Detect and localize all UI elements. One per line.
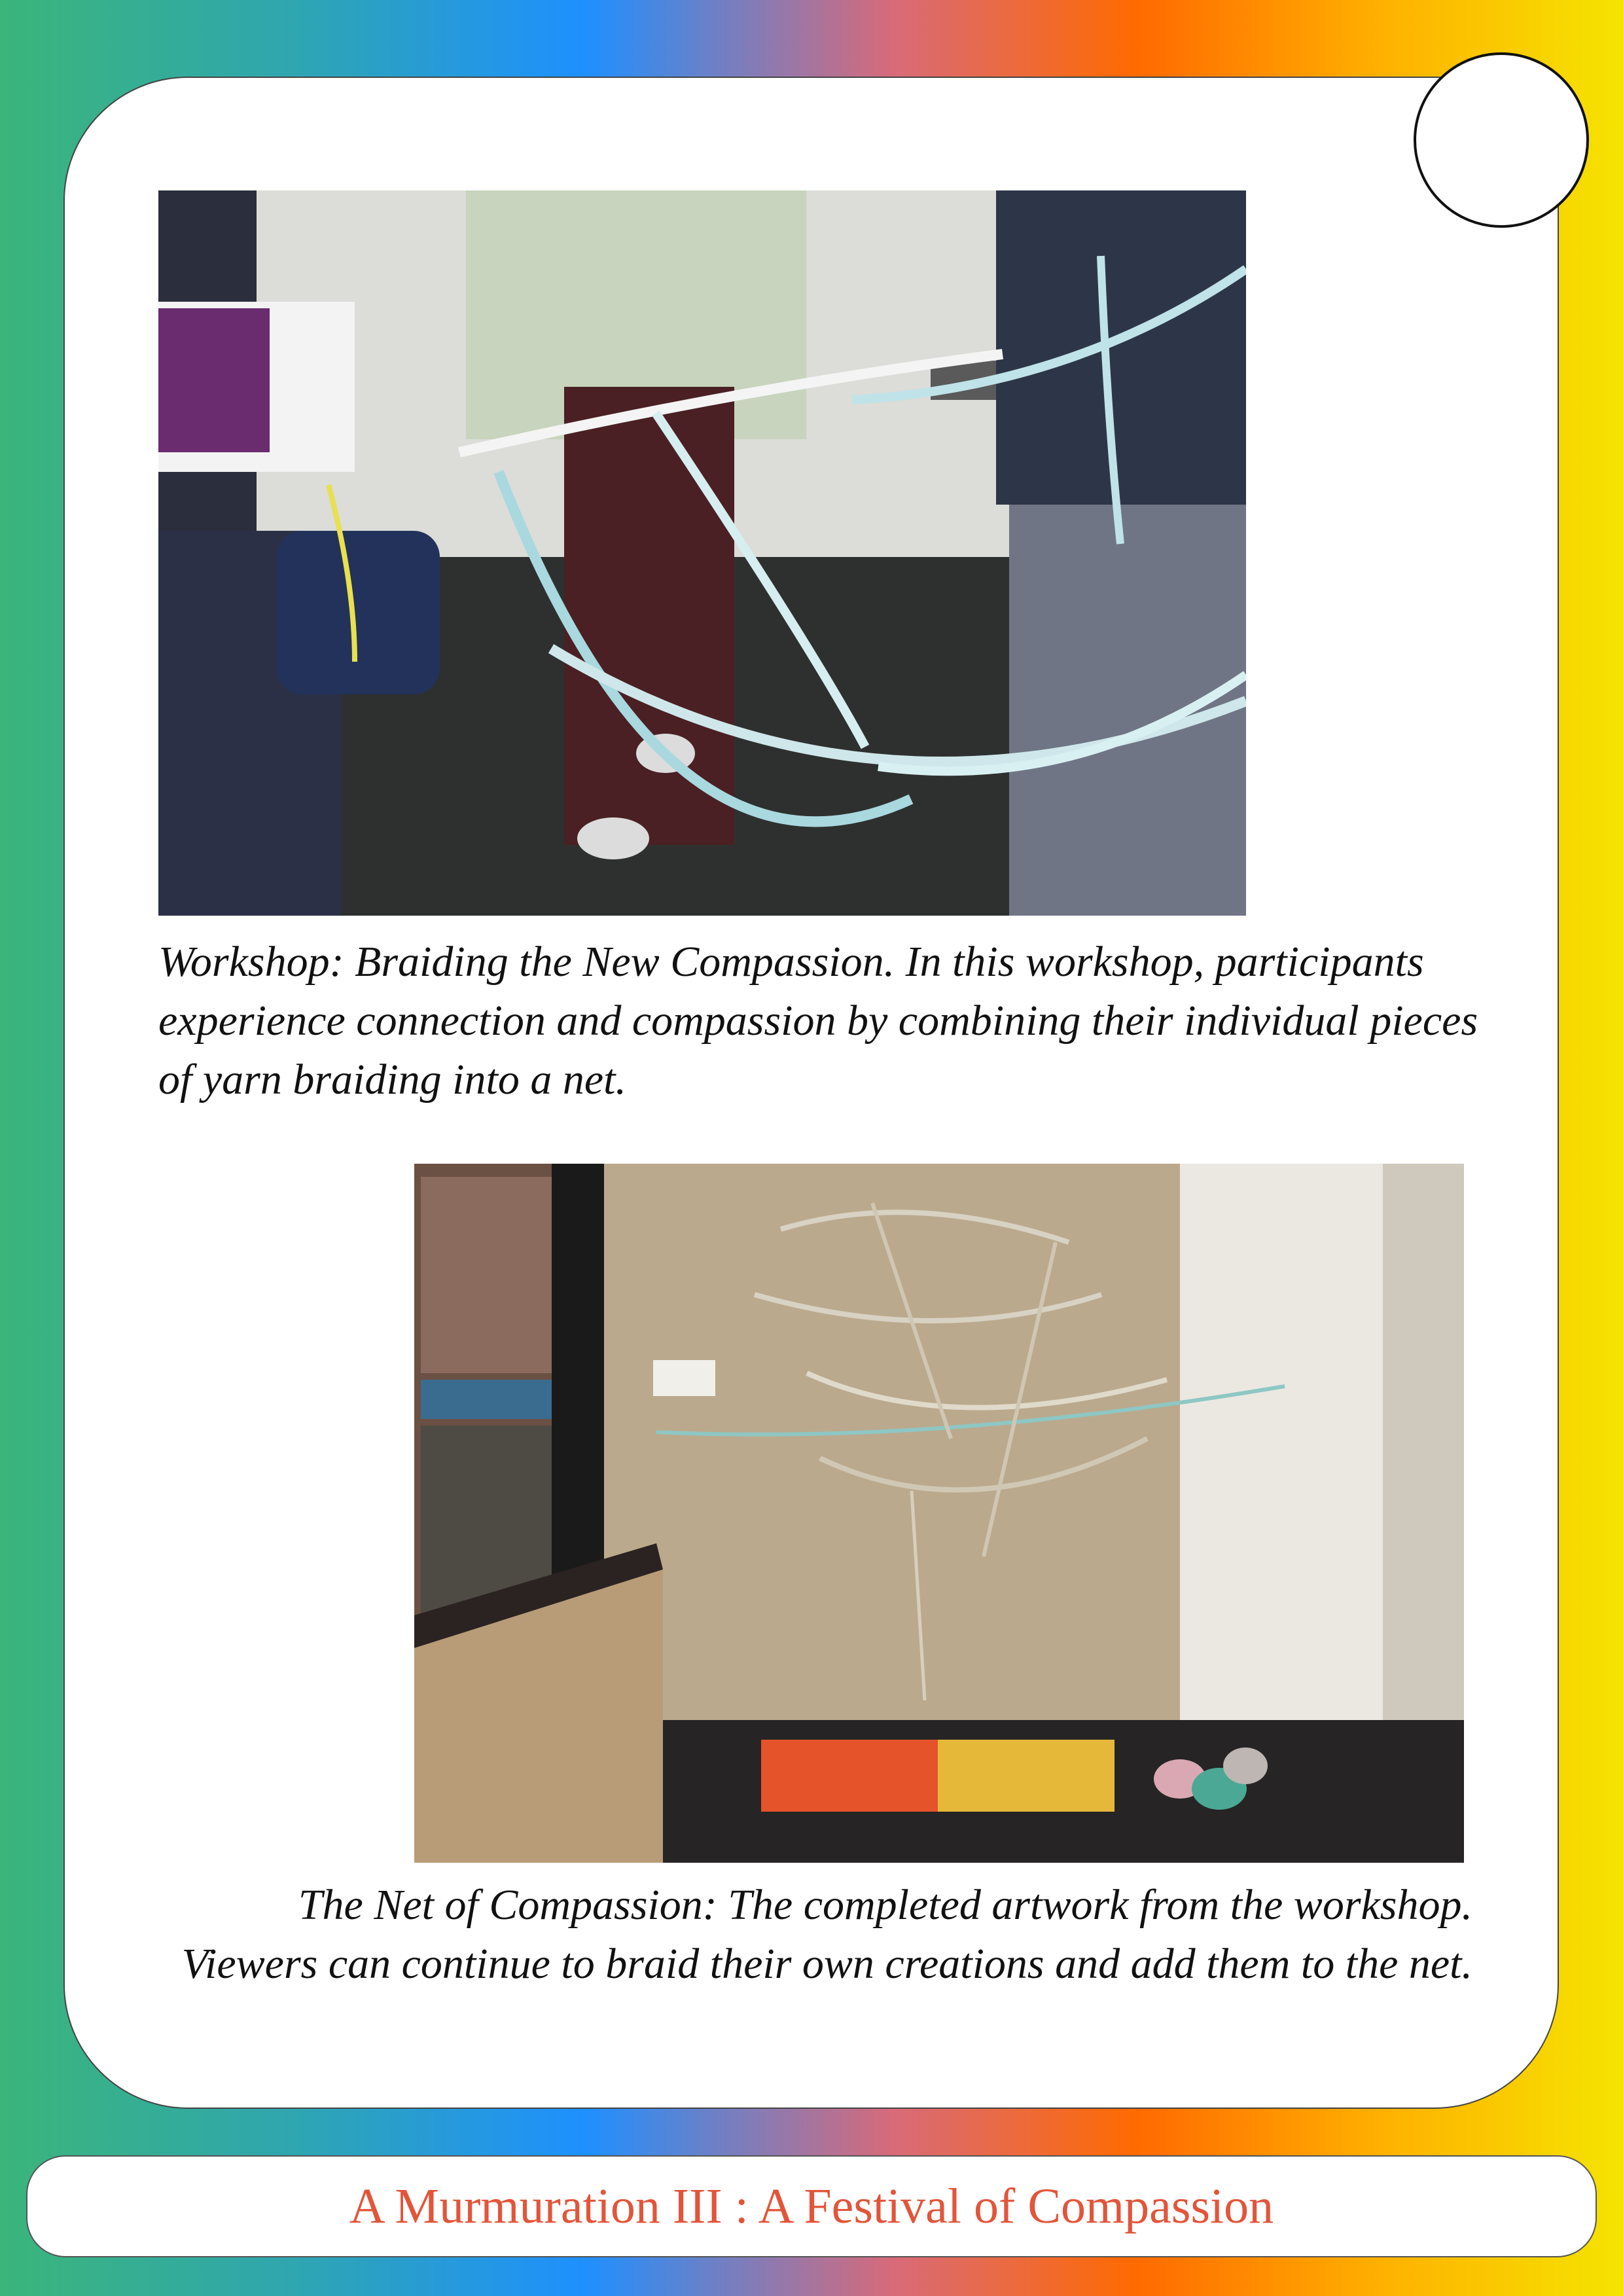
festival-title: A Murmuration III : A Festival of Compassion [349,2178,1274,2234]
installation-photo [414,1164,1464,1863]
corner-circle [1414,52,1589,228]
footer-banner [26,2155,1597,2257]
installation-caption: The Net of Compassion: The completed artwork from the workshop. Viewers can continue to braid their own creations and add them to the net. [181,1881,1472,1988]
workshop-caption: Workshop: Braiding the New Compassion. In this workshop, participants experience connection and compassion by combining their individual pieces of yarn braiding into a net. [158,938,1478,1103]
workshop-photo [158,190,1246,916]
